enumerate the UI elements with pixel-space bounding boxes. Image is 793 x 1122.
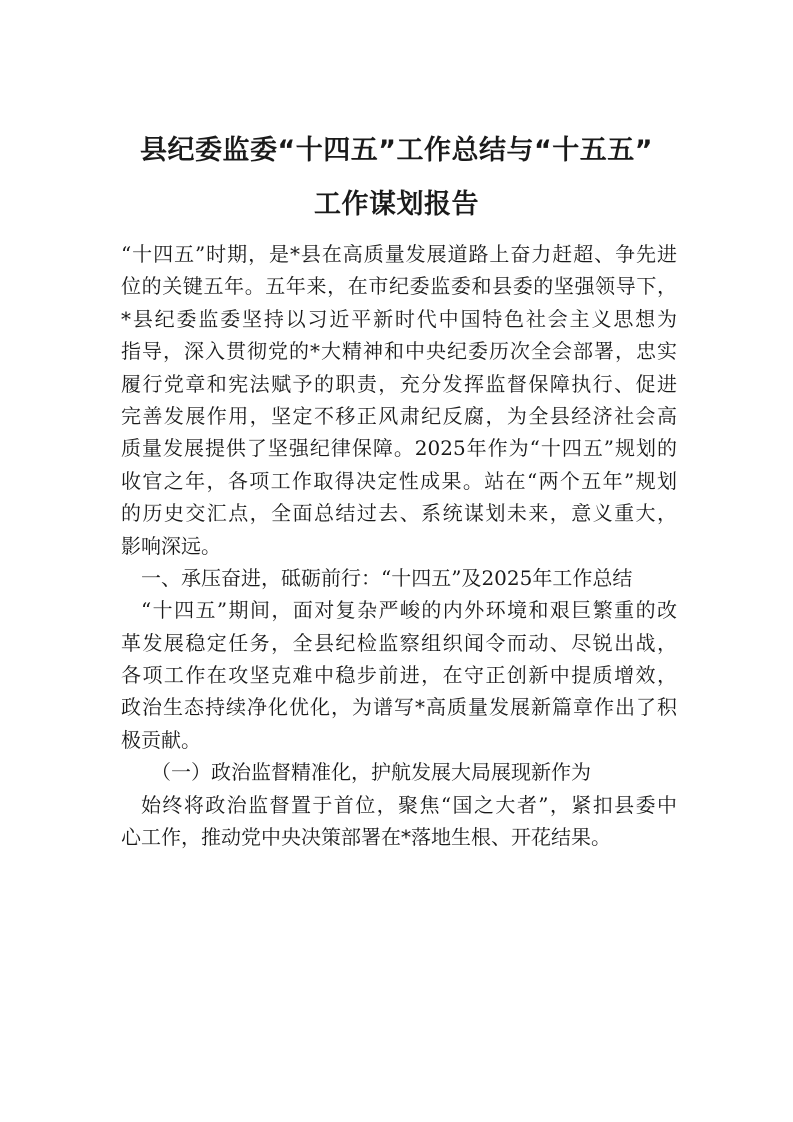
text-line: 影响深远。 [121, 533, 221, 558]
title-line-1: 县纪委监委“十四五”工作总结与“十五五” [140, 135, 653, 166]
text-line: 心工作，推动党中央决策部署在*落地生根、开花结果。 [121, 825, 611, 850]
text-line: 各项工作在攻坚克难中稳步前进，在守正创新中提质增效， [121, 663, 677, 688]
text-line: *县纪委监委坚持以习近平新时代中国特色社会主义思想为 [121, 306, 677, 331]
text-line: 的历史交汇点，全面总结过去、系统谋划未来，意义重大， [121, 501, 677, 526]
text-line: “十四五”时期，是*县在高质量发展道路上奋力赶超、争先进 [121, 242, 677, 266]
paragraph-intro [121, 238, 677, 562]
paragraph-political-supervision [121, 789, 677, 854]
section-heading-2: （一）政治监督精准化，护航发展大局展现新作为 [151, 760, 591, 785]
text-line: 位的关键五年。五年来，在市纪委监委和县委的坚强领导下， [121, 274, 677, 299]
text-line: 极贡献。 [121, 727, 201, 752]
section-heading-1: 一、承压奋进，砥砺前行：“十四五”及2025年工作总结 [141, 565, 633, 590]
document-body [121, 238, 677, 853]
text-line: 革发展稳定任务，全县纪检监察组织闻令而动、尽锐出战， [121, 630, 677, 655]
text-line: “十四五”期间，面对复杂严峻的内外环境和艰巨繁重的改 [141, 598, 677, 623]
text-line: 始终将政治监督置于首位，聚焦“国之大者”，紧扣县委中 [141, 792, 677, 817]
title-line-2: 工作谋划报告 [314, 189, 479, 220]
paragraph-summary [121, 594, 677, 756]
document-title [100, 124, 693, 232]
text-line: 质量发展提供了坚强纪律保障。2025年作为“十四五”规划的 [121, 436, 677, 461]
text-line: 履行党章和宪法赋予的职责，充分发挥监督保障执行、促进 [121, 371, 677, 396]
text-line: 完善发展作用，坚定不移正风肃纪反腐，为全县经济社会高 [121, 403, 677, 428]
text-line: 指导，深入贯彻党的*大精神和中央纪委历次全会部署，忠实 [121, 339, 677, 364]
text-line: 政治生态持续净化优化，为谱写*高质量发展新篇章作出了积 [121, 695, 677, 720]
text-line: 收官之年，各项工作取得决定性成果。站在“两个五年”规划 [121, 468, 677, 493]
